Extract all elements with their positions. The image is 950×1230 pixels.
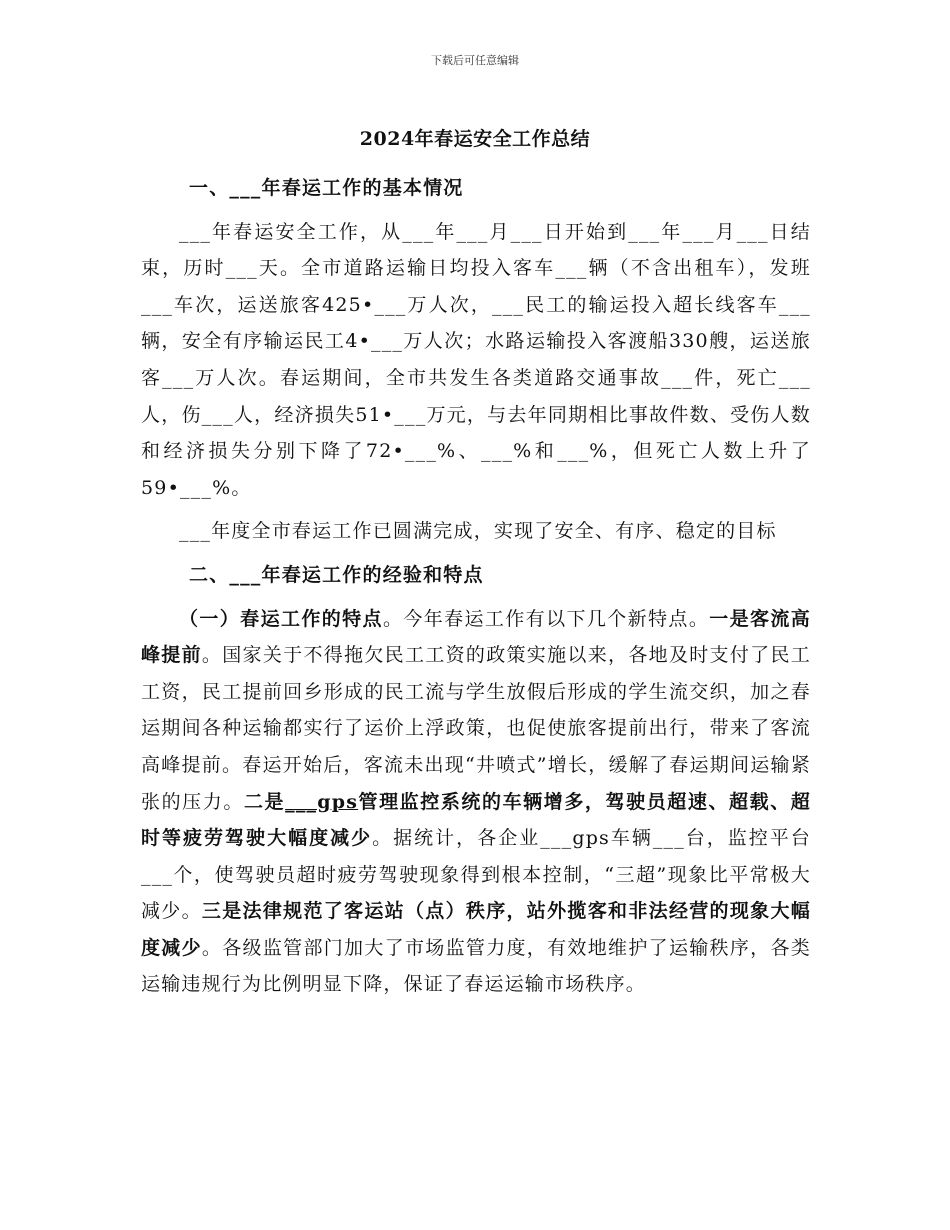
paragraph-text: 。今年春运工作有以下几个新特点。: [382, 607, 710, 630]
section-1-paragraph-2: ___年度全市春运工作已圆满完成，实现了安全、有序、稳定的目标: [179, 520, 777, 543]
section-2-paragraph-1: [141, 601, 811, 1004]
paragraph-text: 。国家关于不得拖欠民工工资的政策实施以来，各地及时支付了民工工资，民工提前回乡形成的民工流与学生放假后形成的学生流交织，加之春运期间各种运输都实行了运价上浮政策，也促使旅客提前出行，带来了客流高峰提前。春运开始后，客流未出现“井喷式”增长，缓解了春运期间运输紧张的压力。: [141, 644, 811, 813]
paragraph-text: 。据统计，各企业___gps车辆___台，监控平台___个，使驾驶员超时疲劳驾驶现象得到根本控制，“三超”现象比平常极大减少。: [141, 827, 812, 923]
point-2-heading: 管理监控系统的车辆增多，驾驶员超速、超载、超时等疲劳驾驶大幅度减少: [141, 790, 811, 850]
point-2-heading-prefix: 二是: [243, 790, 286, 813]
page-header: 下载后可任意编辑: [431, 54, 519, 67]
paragraph-text: 。各级监管部门加大了市场监管力度，有效地维护了运输秩序，各类运输违规行为比例明显下降，保证了春运运输市场秩序。: [141, 936, 811, 996]
point-1-heading: 一是客流高峰提前: [141, 607, 811, 667]
point-3-heading: 三是法律规范了客运站（点）秩序，站外揽客和非法经营的现象大幅度减少: [141, 900, 811, 959]
section-2-heading: 二、___年春运工作的经验和特点: [189, 563, 484, 586]
point-2-heading-underlined: ___gps: [285, 790, 359, 813]
section-1-paragraph-1: ___年春运安全工作，从___年___月___日开始到___年___月___日结束，历时___天。全市道路运输日均投入客车___辆（不含出租车），发班___车次，运送旅客425•___万人次，___民工的输运投入超长线客车___辆，安全有序输运民工4•___万人次；水路运输投入客渡船330艘，运送旅客___万人次。春运期间，全市共发生各类道路交通事故___件，死亡___人，伤___人，经济损失51•___万元，与去年同期相比事故件数、受伤人数和经济损失分别下降了72•___%、___%和___%，但死亡人数上升了59•___%。: [141, 220, 811, 499]
subsection-1-label: （一）春运工作的特点: [179, 607, 383, 630]
document-body: [141, 170, 811, 1003]
section-1-heading: 一、___年春运工作的基本情况: [189, 177, 464, 199]
document-title: 2024年春运安全工作总结: [359, 128, 591, 150]
